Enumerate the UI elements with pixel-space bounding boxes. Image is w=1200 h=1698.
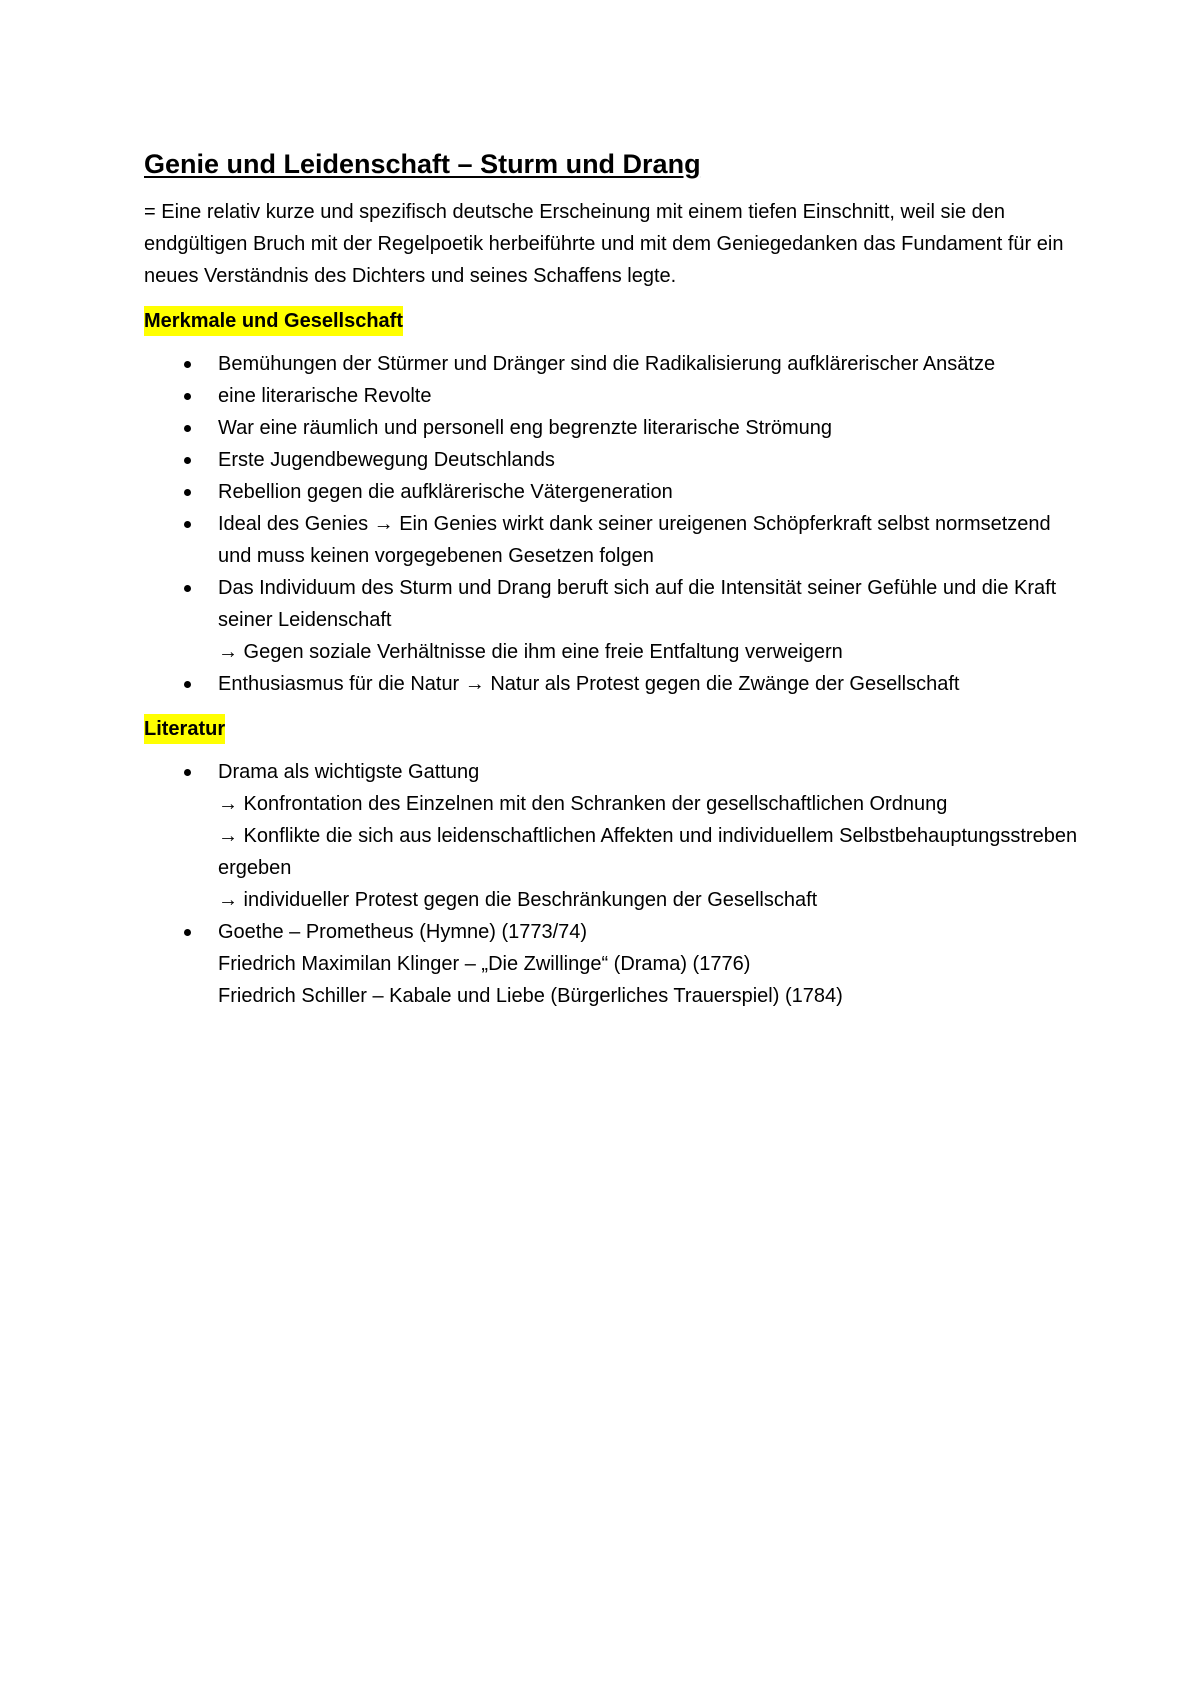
- list-item-subline: → Konfrontation des Einzelnen mit den Schranken der gesellschaftlichen Ordnung: [218, 793, 948, 815]
- bullet-icon: [184, 769, 191, 776]
- intro-paragraph: = Eine relativ kurze und spezifisch deutsche Erscheinung mit einem tiefen Einschnitt, weil sie den endgültigen Bruch mit der Regelpoetik herbeiführte und mit dem Geniegedanken das Fundament für ein neues Verständnis des Dichters und seines Schaffens legte.: [144, 201, 1064, 287]
- list-item-text: Goethe – Prometheus (Hymne) (1773/74): [218, 921, 588, 943]
- list-item-text: Erste Jugendbewegung Deutschlands: [218, 449, 555, 471]
- section-heading-row: [144, 714, 1080, 756]
- list-item-text: Rebellion gegen die aufklärerische Vätergeneration: [218, 481, 673, 503]
- list-item-text: Bemühungen der Stürmer und Dränger sind die Radikalisierung aufklärerischer Ansätze: [218, 353, 996, 375]
- list-item-text: Drama als wichtigste Gattung: [218, 761, 480, 783]
- list-item-text: Ideal des Genies → Ein Genies wirkt dank seiner ureigenen Schöpferkraft selbst normsetzend und muss keinen vorgegebenen Gesetzen folgen: [218, 513, 1051, 567]
- list-item-subline: Friedrich Schiller – Kabale und Liebe (Bürgerliches Trauerspiel) (1784): [218, 985, 843, 1007]
- list-item: [144, 412, 1088, 444]
- list-item: [144, 380, 1088, 412]
- bullet-icon: [184, 393, 191, 400]
- bullet-icon: [184, 361, 191, 368]
- literatur-list: [144, 756, 1080, 1012]
- list-item: [144, 476, 1088, 508]
- bullet-icon: [184, 457, 191, 464]
- list-item: [144, 668, 1088, 700]
- list-item: [144, 572, 1088, 668]
- list-item-text: War eine räumlich und personell eng begrenzte literarische Strömung: [218, 417, 833, 439]
- list-item-text: eine literarische Revolte: [218, 385, 432, 407]
- document-title: Genie und Leidenschaft – Sturm und Drang: [144, 149, 701, 179]
- list-item: [144, 348, 1088, 380]
- list-item: [144, 508, 1088, 572]
- list-item-subline: Friedrich Maximilan Klinger – „Die Zwillinge“ (Drama) (1776): [218, 953, 751, 975]
- bullet-icon: [184, 681, 191, 688]
- list-item-subline: → individueller Protest gegen die Beschränkungen der Gesellschaft: [218, 889, 818, 911]
- list-item-text: Das Individuum des Sturm und Drang beruft sich auf die Intensität seiner Gefühle und die Kraft seiner Leidenschaft: [218, 577, 1057, 631]
- section-heading-literatur: Literatur: [144, 714, 225, 744]
- merkmale-list: [144, 348, 1080, 700]
- bullet-icon: [184, 489, 191, 496]
- list-item: [144, 756, 1088, 916]
- section-heading-merkmale: Merkmale und Gesellschaft: [144, 306, 403, 336]
- list-item: [144, 444, 1088, 476]
- list-item-subline: → Konflikte die sich aus leidenschaftlichen Affekten und individuellem Selbstbehauptungsstreben ergeben: [218, 825, 1078, 879]
- bullet-icon: [184, 425, 191, 432]
- list-item-text: Enthusiasmus für die Natur → Natur als Protest gegen die Zwänge der Gesellschaft: [218, 673, 960, 695]
- section-heading-row: [144, 306, 1080, 348]
- bullet-icon: [184, 521, 191, 528]
- bullet-icon: [184, 585, 191, 592]
- list-item-subline: → Gegen soziale Verhältnisse die ihm eine freie Entfaltung verweigern: [218, 641, 843, 663]
- bullet-icon: [184, 929, 191, 936]
- list-item: [144, 916, 1088, 1012]
